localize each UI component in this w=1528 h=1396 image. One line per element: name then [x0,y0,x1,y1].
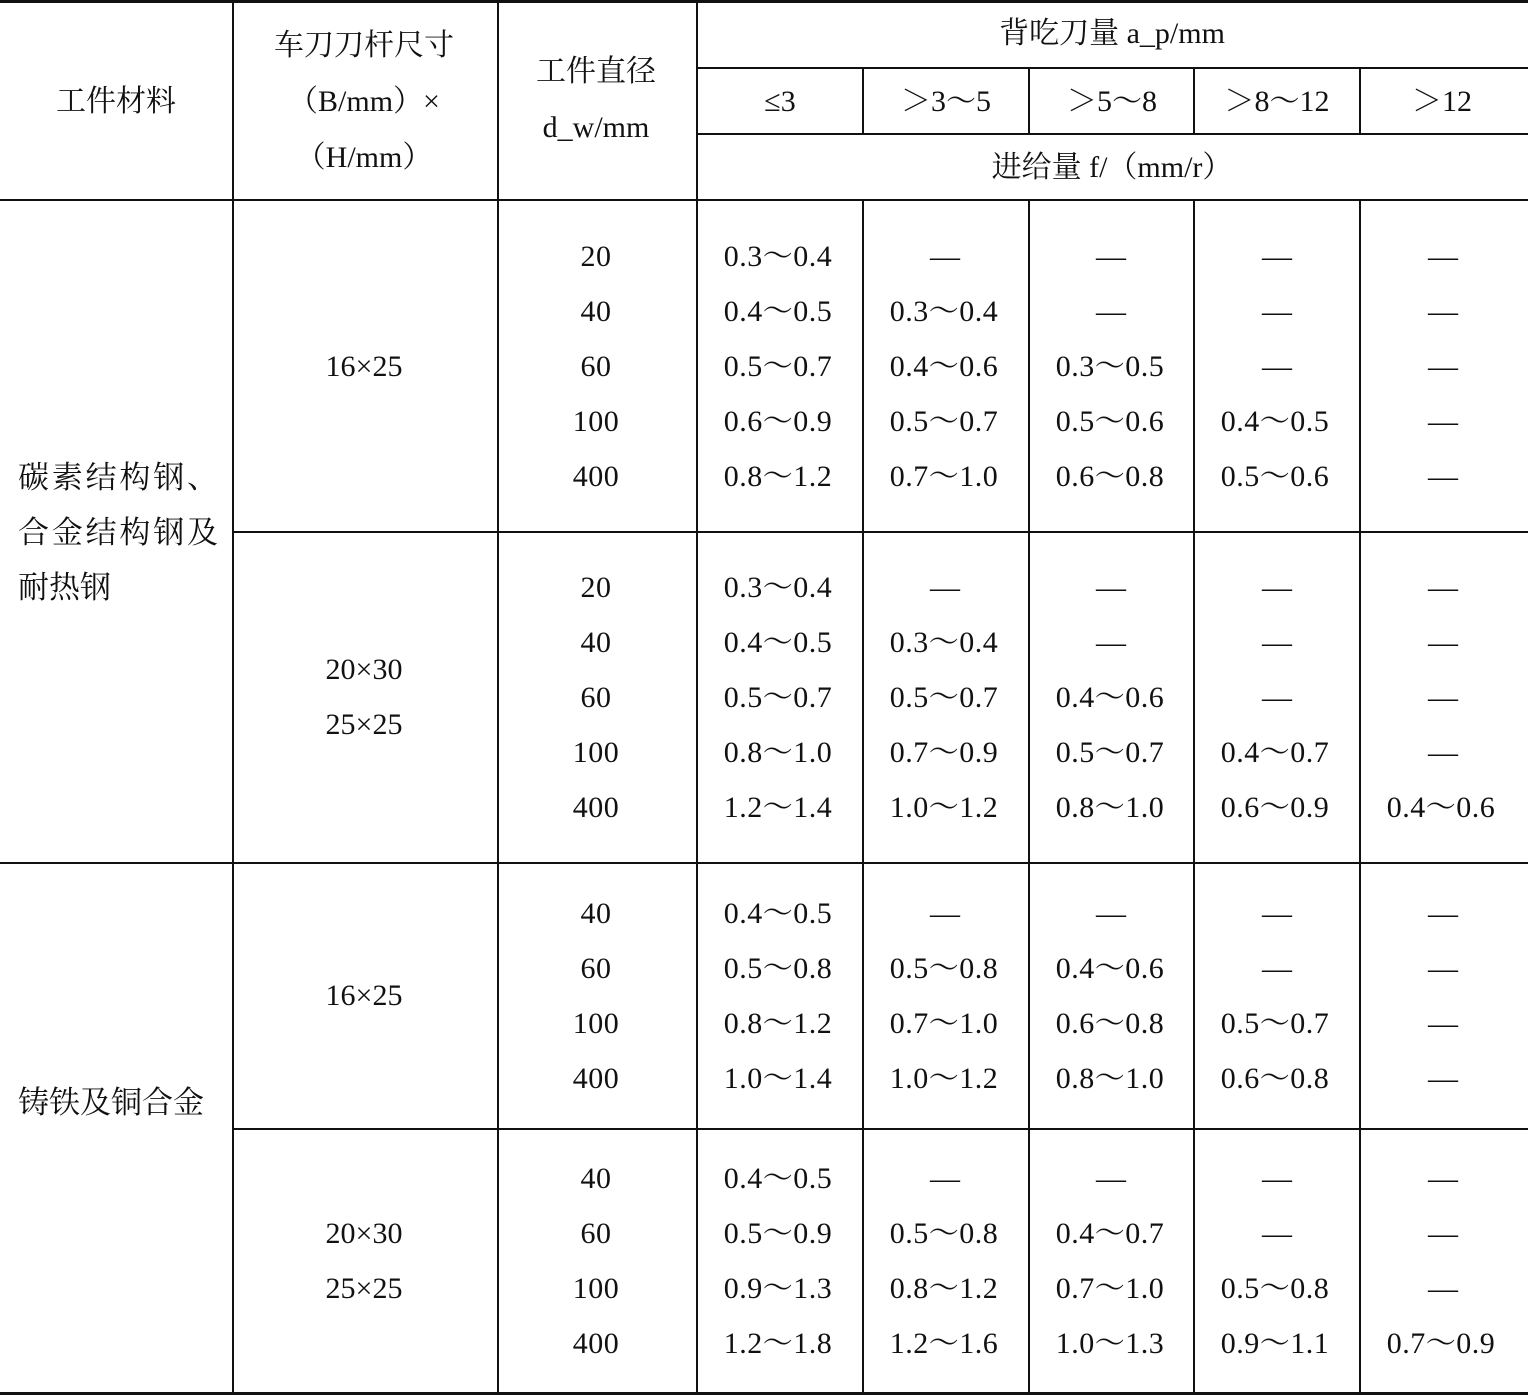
feed-cell: — [1262,897,1292,930]
feed-cell: — [1428,1272,1458,1305]
feed-cell: — [1262,1217,1292,1250]
diameter-cell: 400 [572,460,620,493]
feed-cell: 0.6～0.9 [1220,791,1330,824]
column-divider [1359,199,1361,1395]
table-top-rule [0,0,1528,3]
feed-cell: — [1428,571,1458,604]
column-divider [1028,67,1030,135]
diameter-cell: 20 [580,240,612,273]
feed-cell: — [1428,1062,1458,1095]
feed-cell: 0.9～1.1 [1220,1327,1330,1360]
feed-cell: 0.3～0.5 [1055,350,1165,383]
feed-cell: 0.3～0.4 [889,295,999,328]
feed-cell: 0.4～0.5 [723,295,833,328]
feed-cell: 0.7～1.0 [1055,1272,1165,1305]
feed-cell: — [1428,295,1458,328]
diameter-cell: 40 [580,295,612,328]
shank-g1-s1: 16×25 [325,350,403,383]
feed-cell: 0.5～0.8 [723,952,833,985]
feed-cell: 0.3～0.4 [723,240,833,273]
feed-cell: 0.4～0.5 [723,626,833,659]
subgroup-divider [232,531,1528,533]
feed-cell: — [1262,350,1292,383]
feed-cell: — [1096,240,1126,273]
feed-cell: 0.8～1.0 [1055,791,1165,824]
material-group-1: 碳素结构钢、合金结构钢及耐热钢 [18,460,218,605]
diameter-cell: 40 [580,1162,612,1195]
feed-cell: — [930,571,960,604]
feed-cell: — [1262,571,1292,604]
feed-cell: 0.3～0.4 [889,626,999,659]
feed-cell: — [1428,405,1458,438]
feed-cell: 0.6～0.8 [1220,1062,1330,1095]
table-bottom-rule [0,1392,1528,1395]
feed-cell: 0.4～0.5 [1220,405,1330,438]
shank-g2-s1: 16×25 [325,979,403,1012]
feed-cell: 1.2～1.6 [889,1327,999,1360]
feed-cell: — [1262,1162,1292,1195]
diameter-cell: 20 [580,571,612,604]
feed-cell: 0.7～1.0 [889,1007,999,1040]
feed-cell: 0.5～0.8 [889,1217,999,1250]
header-feed: 进给量 f/（mm/r） [991,151,1233,184]
column-divider [232,0,234,1395]
header-depth-range-2: ＞3～5 [901,85,991,118]
diameter-cell: 60 [580,350,612,383]
feed-cell: — [1262,681,1292,714]
feed-cell: 0.5～0.7 [889,405,999,438]
feed-cell: — [1096,897,1126,930]
feed-cell: 1.2～1.4 [723,791,833,824]
header-tool-shank-line-3: （H/mm） [295,141,433,174]
header-row-divider [696,133,1528,135]
feed-cell: 1.0～1.2 [889,1062,999,1095]
header-depth-range-5: ＞12 [1412,85,1472,118]
feed-cell: 0.4～0.6 [1055,952,1165,985]
diameter-cell: 100 [572,405,620,438]
feed-cell: 0.4～0.7 [1055,1217,1165,1250]
shank-g2-s2-line-2: 25×25 [325,1272,403,1305]
feed-cell: 0.8～1.0 [723,736,833,769]
feed-cell: — [1096,571,1126,604]
feed-cell: 0.5～0.7 [1055,736,1165,769]
diameter-cell: 400 [572,1062,620,1095]
header-tool-shank-line-2: （B/mm）× [288,85,440,118]
feed-cell: — [930,240,960,273]
feed-cell: — [1262,626,1292,659]
diameter-cell: 400 [572,791,620,824]
header-row-divider [696,67,1528,69]
column-divider [1028,199,1030,1395]
feed-cell: — [1262,240,1292,273]
header-depth-range-4: ＞8～12 [1224,85,1330,118]
feed-cell: 0.4～0.6 [889,350,999,383]
feed-cell: — [1428,897,1458,930]
feed-cell: 0.5～0.9 [723,1217,833,1250]
feed-cell: — [1428,952,1458,985]
diameter-cell: 60 [580,681,612,714]
feed-cell: 0.5～0.6 [1055,405,1165,438]
material-group-2: 铸铁及铜合金 [18,1085,204,1120]
header-material: 工件材料 [56,85,176,118]
diameter-cell: 100 [572,736,620,769]
subgroup-divider [232,1128,1528,1130]
feed-cell: 0.3～0.4 [723,571,833,604]
feed-cell: 0.4～0.5 [723,897,833,930]
diameter-cell: 400 [572,1327,620,1360]
feed-cell: 0.5～0.7 [723,350,833,383]
header-workpiece-diameter-line-2: d_w/mm [542,111,650,144]
column-divider [696,0,698,1395]
header-tool-shank-line-1: 车刀刀杆尺寸 [274,29,454,62]
diameter-cell: 60 [580,1217,612,1250]
feed-cell: 0.8～1.0 [1055,1062,1165,1095]
feed-cell: 0.5～0.6 [1220,460,1330,493]
feed-cell: — [1428,681,1458,714]
feed-cell: — [1428,1162,1458,1195]
diameter-cell: 60 [580,952,612,985]
feed-cell: 0.4～0.6 [1055,681,1165,714]
feed-cell: 0.5～0.7 [889,681,999,714]
feed-cell: — [1096,626,1126,659]
diameter-cell: 100 [572,1007,620,1040]
column-divider [862,199,864,1395]
diameter-cell: 100 [572,1272,620,1305]
header-workpiece-diameter-line-1: 工件直径 [536,55,656,88]
column-divider [862,67,864,135]
feed-cell: — [1428,1217,1458,1250]
feed-cell: 0.5～0.8 [1220,1272,1330,1305]
feed-cell: — [1428,736,1458,769]
feed-cell: 0.9～1.3 [723,1272,833,1305]
feed-cell: — [1428,1007,1458,1040]
feed-cell: 0.6～0.8 [1055,1007,1165,1040]
feed-cell: — [1096,1162,1126,1195]
feed-cell: — [930,897,960,930]
feed-cell: 0.5～0.7 [723,681,833,714]
header-bottom-rule [0,199,1528,201]
diameter-cell: 40 [580,626,612,659]
feed-cell: — [1428,240,1458,273]
feed-cell: — [1428,626,1458,659]
feed-cell: 0.4～0.7 [1220,736,1330,769]
feed-cell: 0.5～0.7 [1220,1007,1330,1040]
column-divider [1193,199,1195,1395]
shank-g1-s2-line-1: 20×30 [325,653,403,686]
feed-cell: 1.0～1.4 [723,1062,833,1095]
feed-cell: 0.6～0.9 [723,405,833,438]
header-depth: 背吃刀量 a_p/mm [999,17,1225,50]
feed-cell: 0.8～1.2 [723,460,833,493]
feed-cell: 0.8～1.2 [723,1007,833,1040]
column-divider [1359,67,1361,135]
feed-cell: 0.4～0.6 [1386,791,1496,824]
feed-cell: 1.2～1.8 [723,1327,833,1360]
feed-cell: 0.5～0.8 [889,952,999,985]
feed-cell: 1.0～1.3 [1055,1327,1165,1360]
feed-cell: — [1096,295,1126,328]
feed-cell: 0.6～0.8 [1055,460,1165,493]
feed-cell: 0.7～0.9 [1386,1327,1496,1360]
group-divider [0,862,1528,864]
feed-cell: 0.4～0.5 [723,1162,833,1195]
column-divider [1193,67,1195,135]
header-depth-range-1: ≤3 [764,85,796,118]
feed-cell: 0.7～1.0 [889,460,999,493]
feed-cell: 0.8～1.2 [889,1272,999,1305]
feed-cell: 0.7～0.9 [889,736,999,769]
shank-g2-s2-line-1: 20×30 [325,1217,403,1250]
feed-cell: — [1428,350,1458,383]
feed-cell: — [1262,295,1292,328]
header-depth-range-3: ＞5～8 [1067,85,1157,118]
feed-cell: — [1428,460,1458,493]
diameter-cell: 40 [580,897,612,930]
feed-cell: — [1262,952,1292,985]
feed-cell: 1.0～1.2 [889,791,999,824]
shank-g1-s2-line-2: 25×25 [325,708,403,741]
feed-cell: — [930,1162,960,1195]
column-divider [497,0,499,1395]
